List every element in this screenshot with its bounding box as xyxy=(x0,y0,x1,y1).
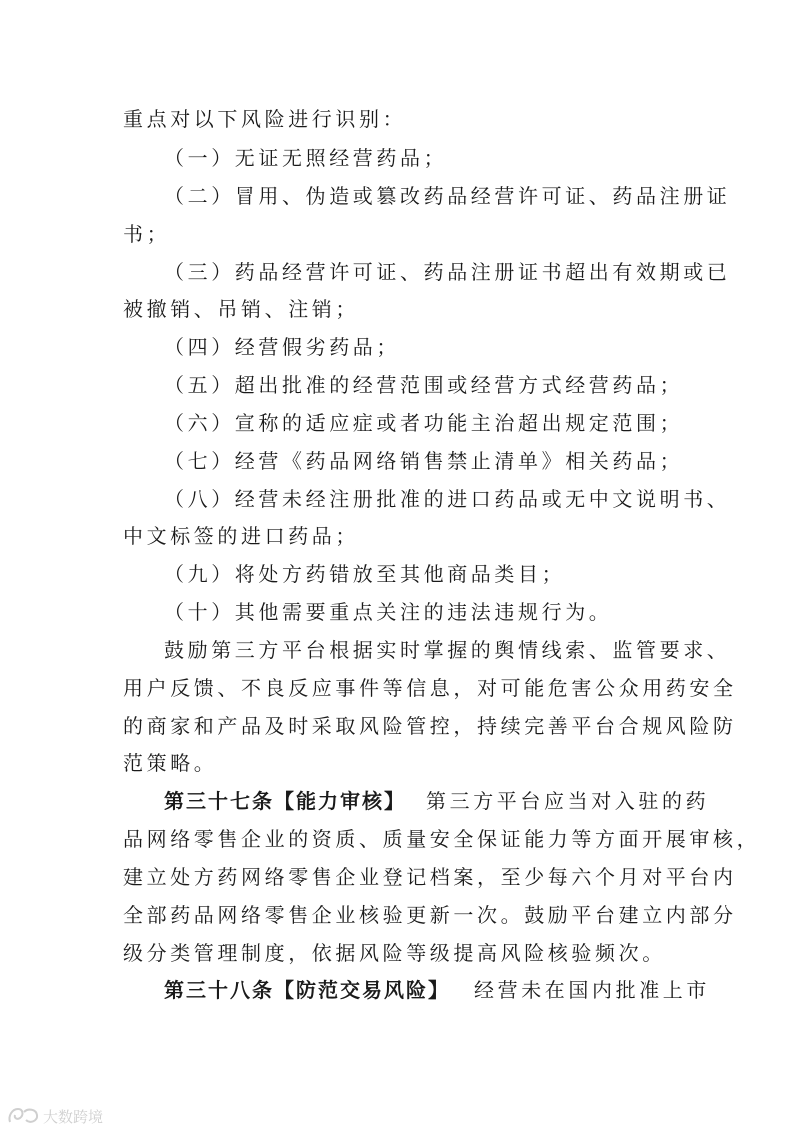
list-item-5: （五）超出批准的经营范围或经营方式经营药品； xyxy=(164,373,684,397)
article-37-text: 第三方平台应当对入驻的药 xyxy=(426,789,710,813)
text-line: 被撤销、吊销、注销； xyxy=(123,297,359,321)
paragraph-line: 品网络零售企业的资质、质量安全保证能力等方面开展审核， xyxy=(123,827,761,851)
paragraph-line: 级分类管理制度，依据风险等级提高风险核验频次。 xyxy=(123,941,666,965)
article-38-text: 经营未在国内批准上市 xyxy=(474,978,710,1002)
text-line: 重点对以下风险进行识别： xyxy=(123,107,407,131)
list-item-4: （四）经营假劣药品； xyxy=(164,335,400,359)
text-line: 中文标签的进口药品； xyxy=(123,524,359,548)
paragraph-line: 建立处方药网络零售企业登记档案，至少每六个月对平台内 xyxy=(123,865,737,889)
list-item-8: （八）经营未经注册批准的进口药品或无中文说明书、 xyxy=(164,487,731,511)
list-item-1: （一）无证无照经营药品； xyxy=(164,146,448,170)
paragraph-line: 的商家和产品及时采取风险管控，持续完善平台合规风险防 xyxy=(123,714,737,738)
watermark xyxy=(6,1104,103,1128)
article-37-heading: 第三十七条【能力审核】 xyxy=(164,789,406,813)
list-item-9: （九）将处方药错放至其他商品类目； xyxy=(164,562,566,586)
list-item-7: （七）经营《药品网络销售禁止清单》相关药品； xyxy=(164,449,684,473)
watermark-text: 大数跨境 xyxy=(43,1107,104,1126)
list-item-2: （二）冒用、伪造或篡改药品经营许可证、药品注册证 xyxy=(164,184,731,208)
paragraph-line: 范策略。 xyxy=(123,751,218,775)
list-item-10: （十）其他需要重点关注的违法违规行为。 xyxy=(164,600,613,624)
watermark-logo-icon xyxy=(6,1106,40,1126)
article-38-heading: 第三十八条【防范交易风险】 xyxy=(164,978,450,1002)
list-item-3: （三）药品经营许可证、药品注册证书超出有效期或已 xyxy=(164,260,731,284)
paragraph-line: 全部药品网络零售企业核验更新一次。鼓励平台建立内部分 xyxy=(123,903,737,927)
text-line: 书； xyxy=(123,222,171,246)
article-37-line xyxy=(164,789,709,813)
article-38-line xyxy=(164,978,710,1002)
paragraph-line: 用户反馈、不良反应事件等信息，对可能危害公众用药安全 xyxy=(123,676,737,700)
paragraph-line: 鼓励第三方平台根据实时掌握的舆情线索、监管要求、 xyxy=(164,638,731,662)
list-item-6: （六）宣称的适应症或者功能主治超出规定范围； xyxy=(164,411,684,435)
